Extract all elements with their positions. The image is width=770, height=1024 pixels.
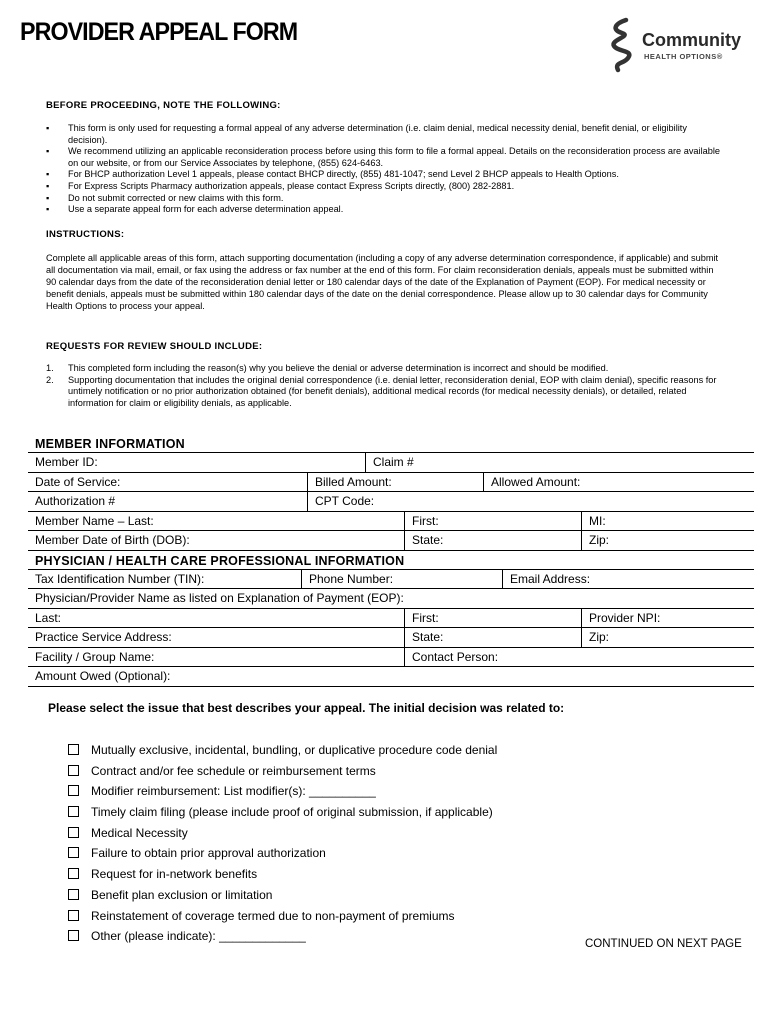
form-row bbox=[28, 512, 754, 532]
list-item: ▪ Use a separate appeal form for each adverse determination appeal. bbox=[46, 204, 344, 215]
member-info-heading: MEMBER INFORMATION bbox=[28, 434, 754, 453]
issue-option[interactable]: Modifier reimbursement: List modifier(s): __________ bbox=[68, 782, 497, 803]
checkbox[interactable] bbox=[68, 827, 79, 838]
claim-number-field[interactable]: Claim # bbox=[365, 453, 755, 472]
page-title: PROVIDER APPEAL FORM bbox=[20, 18, 298, 46]
issue-option[interactable]: Request for in-network benefits bbox=[68, 865, 497, 886]
member-id-field[interactable]: Member ID: bbox=[35, 455, 98, 469]
form-row bbox=[28, 648, 754, 668]
company-logo bbox=[604, 16, 754, 74]
provider-last-name-field[interactable]: Last: bbox=[35, 610, 62, 625]
issue-option[interactable]: Other (please indicate): _____________ bbox=[68, 927, 497, 948]
requests-heading: REQUESTS FOR REVIEW SHOULD INCLUDE: bbox=[46, 341, 263, 352]
contact-person-field[interactable]: Contact Person: bbox=[404, 648, 755, 667]
issue-option[interactable]: Reinstatement of coverage termed due to non-payment of premiums bbox=[68, 907, 497, 928]
list-item: ▪ Do not submit corrected or new claims with this form. bbox=[46, 192, 284, 203]
list-item: ▪ This form is only used for requesting a formal appeal of any adverse determination (i.e. claim denial, medical necessity denial, benefit denial, or eligibility decision). bbox=[46, 123, 687, 145]
authorization-field[interactable]: Authorization # bbox=[35, 494, 116, 508]
list-item: 1. This completed form including the reason(s) why you believe the denial or adverse determination is incorrect and should be modified. bbox=[46, 363, 609, 373]
tin-field[interactable]: Tax Identification Number (TIN): bbox=[35, 571, 205, 586]
billed-amount-field[interactable]: Billed Amount: bbox=[307, 473, 483, 492]
checkbox[interactable] bbox=[68, 806, 79, 817]
issue-option[interactable]: Mutually exclusive, incidental, bundling, or duplicative procedure code denial bbox=[68, 741, 497, 762]
issue-option[interactable]: Failure to obtain prior approval authorization bbox=[68, 844, 497, 865]
checkbox[interactable] bbox=[68, 785, 79, 796]
checkbox[interactable] bbox=[68, 930, 79, 941]
list-item: ▪ For BHCP authorization Level 1 appeals, please contact BHCP directly, (855) 481-1047; send Level 2 BHCP appeals to Health Options. bbox=[46, 169, 619, 180]
date-of-service-field[interactable]: Date of Service: bbox=[35, 474, 121, 489]
appeal-form-table bbox=[28, 434, 754, 687]
practice-zip-field[interactable]: Zip: bbox=[581, 628, 755, 647]
requests-list bbox=[46, 363, 726, 409]
provider-npi-field[interactable]: Provider NPI: bbox=[581, 609, 755, 628]
form-row bbox=[28, 667, 754, 687]
logo-wordmark: Community bbox=[642, 30, 741, 50]
email-address-field[interactable]: Email Address: bbox=[502, 570, 755, 589]
checkbox[interactable] bbox=[68, 910, 79, 921]
provider-first-name-field[interactable]: First: bbox=[404, 609, 582, 628]
form-row bbox=[28, 492, 754, 512]
phone-number-field[interactable]: Phone Number: bbox=[301, 570, 503, 589]
member-dob-field[interactable]: Member Date of Birth (DOB): bbox=[35, 533, 190, 547]
instructions-text: Complete all applicable areas of this form, attach supporting documentation (including a copy of any adverse determination correspondence, if applicable) and submit all documentation via mail, email, or fax using the address or fax number at the end of this form. For claim reconsideration denials, appeals must be submitted within 90 calendar days from the date of the reconsideration denial letter or 180 calendar days of the date of the Explanation of Payment (EOP). For medical necessity or benefit denials, appeals must be submitted within 180 calendar days of the date on the denial correspondence. Please allow up to 30 calendar days for Community Health Options to process your appeal. bbox=[46, 253, 719, 311]
form-row bbox=[28, 570, 754, 590]
form-row bbox=[28, 609, 754, 629]
issue-option[interactable]: Medical Necessity bbox=[68, 824, 497, 845]
issue-option[interactable]: Timely claim filing (please include proof of original submission, if applicable) bbox=[68, 803, 497, 824]
facility-group-field[interactable]: Facility / Group Name: bbox=[35, 649, 155, 664]
practice-state-field[interactable]: State: bbox=[404, 628, 582, 647]
list-item: ▪ We recommend utilizing an applicable reconsideration process before using this form to file a formal appeal. Details on the reconsideration process are available on our website, or from our Service Associates by telephone, (855) 624-6463. bbox=[46, 146, 720, 168]
member-last-name-field[interactable]: Member Name – Last: bbox=[35, 513, 154, 528]
cpt-code-field[interactable]: CPT Code: bbox=[307, 492, 755, 511]
physician-info-heading: PHYSICIAN / HEALTH CARE PROFESSIONAL INFORMATION bbox=[28, 551, 754, 570]
form-row bbox=[28, 453, 754, 473]
member-mi-field[interactable]: MI: bbox=[581, 512, 755, 531]
member-zip-field[interactable]: Zip: bbox=[581, 531, 755, 550]
list-item: ▪ For Express Scripts Pharmacy authorization appeals, please contact Express Scripts directly, (800) 282-2881. bbox=[46, 180, 515, 191]
issue-option[interactable]: Benefit plan exclusion or limitation bbox=[68, 886, 497, 907]
form-row bbox=[28, 531, 754, 551]
provider-name-label: Physician/Provider Name as listed on Explanation of Payment (EOP): bbox=[35, 591, 404, 605]
allowed-amount-field[interactable]: Allowed Amount: bbox=[483, 473, 755, 492]
swirl-logo-icon bbox=[604, 16, 644, 74]
checkbox[interactable] bbox=[68, 889, 79, 900]
instructions-heading: INSTRUCTIONS: bbox=[46, 229, 125, 240]
logo-subtitle: HEALTH OPTIONS® bbox=[644, 52, 723, 61]
member-first-name-field[interactable]: First: bbox=[404, 512, 582, 531]
issue-question: Please select the issue that best describes your appeal. The initial decision was related to: bbox=[48, 701, 565, 715]
member-state-field[interactable]: State: bbox=[404, 531, 582, 550]
form-row bbox=[28, 473, 754, 493]
practice-address-field[interactable]: Practice Service Address: bbox=[35, 630, 172, 644]
checkbox[interactable] bbox=[68, 765, 79, 776]
checkbox[interactable] bbox=[68, 868, 79, 879]
form-row bbox=[28, 589, 754, 609]
list-item: 2. Supporting documentation that includes the original denial correspondence (i.e. denial letter, reconsideration denial, EOP with claim denial), specific reasons for untimely notification or no prior authorization obtained (for benefit denials), additional medical records (for medical necessity denials), or detailed, related information for claim or eligibility denials, as applicable. bbox=[46, 374, 717, 408]
before-heading: BEFORE PROCEEDING, NOTE THE FOLLOWING: bbox=[46, 100, 281, 111]
form-row bbox=[28, 628, 754, 648]
checkbox[interactable] bbox=[68, 847, 79, 858]
issue-option[interactable]: Contract and/or fee schedule or reimbursement terms bbox=[68, 762, 497, 783]
before-list bbox=[46, 123, 726, 216]
continued-note: CONTINUED ON NEXT PAGE bbox=[585, 938, 742, 950]
checkbox[interactable] bbox=[68, 744, 79, 755]
issue-options bbox=[68, 741, 497, 948]
amount-owed-field[interactable]: Amount Owed (Optional): bbox=[35, 669, 171, 683]
